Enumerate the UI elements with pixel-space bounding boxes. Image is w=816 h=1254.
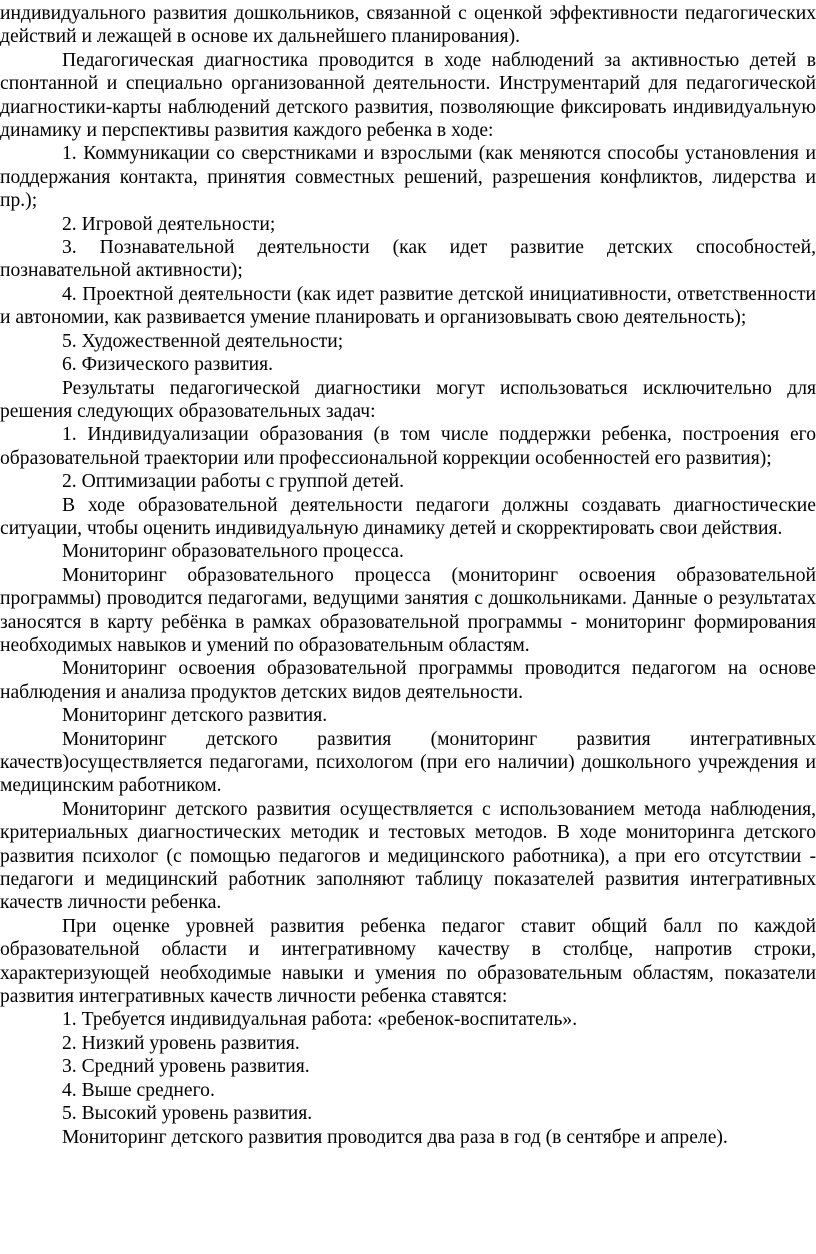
- paragraph-monitoring-schedule: Мониторинг детского развития проводится два раза в год (в сентябре и апреле).: [62, 1126, 728, 1148]
- list-item-level-3: 3. Средний уровень развития.: [62, 1056, 310, 1078]
- list-item-group-optimization: 2. Оптимизации работы с группой детей.: [62, 471, 405, 493]
- paragraph-program-monitoring: Мониторинг освоения образовательной программы проводится педагогом на основе наблюдения и анализа продуктов детских видов деятельности.: [0, 658, 816, 703]
- heading-educational-monitoring: Мониторинг образовательного процесса.: [62, 541, 404, 563]
- list-item-level-4: 4. Выше среднего.: [62, 1079, 215, 1101]
- paragraph-educational-monitoring: Мониторинг образовательного процесса (мониторинг освоения образовательной программы) проводится педагогами, ведущими занятия с дошкольниками. Данные о результатах заносятся в карту ребёнка в рамках образовательной программы - мониторинг формирования необходимых навыков и умений по образовательным областям.: [0, 564, 816, 656]
- list-item-cognitive: 3. Познавательной деятельности (как идет развитие детских способностей, познавательной активности);: [0, 237, 816, 282]
- paragraph-integrative-qualities: Мониторинг детского развития (мониторинг развития интегративных качеств)осуществляется педагогами, психологом (при его наличии) дошкольного учреждения и медицинским работником.: [0, 728, 816, 797]
- list-item-communication: 1. Коммуникации со сверстниками и взрослыми (как меняются способы установления и поддержания контакта, принятия совместных решений, разрешения конфликтов, лидерства и пр.);: [0, 143, 816, 212]
- heading-child-development-monitoring: Мониторинг детского развития.: [62, 705, 328, 727]
- paragraph-scoring: При оценке уровней развития ребенка педагог ставит общий балл по каждой образовательной области и интегративному качеству в столбце, напротив строки, характеризующей необходимые навыки и умения по образовательным областям, показатели развития интегративных качеств личности ребенка ставятся:: [0, 915, 816, 1008]
- paragraph-diagnostic-situations: В ходе образовательной деятельности педагоги должны создавать диагностические ситуации, чтобы оценить индивидуальную динамику детей и скорректировать свои действия.: [0, 494, 816, 539]
- paragraph-monitoring-methods: Мониторинг детского развития осуществляется с использованием метода наблюдения, критериальных диагностических методик и тестовых методов. В ходе мониторинга детского развития психолог (с помощью педагогов и медицинского работника), а при его отсутствии - педагоги и медицинский работник заполняют таблицу показателей развития интегративных качеств личности ребенка.: [0, 798, 816, 914]
- list-item-level-2: 2. Низкий уровень развития.: [62, 1032, 300, 1054]
- list-item-physical: 6. Физического развития.: [62, 354, 274, 376]
- list-item-individualization: 1. Индивидуализации образования (в том числе поддержки ребенка, построения его образовательной траектории или профессиональной коррекции особенностей его развития);: [0, 424, 816, 469]
- list-item-project: 4. Проектной деятельности (как идет развитие детской инициативности, ответственности и автономии, как развивается умение планировать и организовывать свою деятельность);: [0, 283, 816, 329]
- list-item-play: 2. Игровой деятельности;: [62, 213, 276, 235]
- paragraph-continuation: индивидуального развития дошкольников, связанной с оценкой эффективности педагогических действий и лежащей в основе их дальнейшего планирования).: [0, 3, 816, 48]
- paragraph-results-usage: Результаты педагогической диагностики могут использоваться исключительно для решения следующих образовательных задач:: [0, 377, 816, 422]
- list-item-level-5: 5. Высокий уровень развития.: [62, 1103, 313, 1125]
- list-item-art: 5. Художественной деятельности;: [62, 330, 344, 352]
- list-item-level-1: 1. Требуется индивидуальная работа: «ребенок-воспитатель».: [62, 1009, 578, 1031]
- paragraph-diagnostics-intro: Педагогическая диагностика проводится в ходе наблюдений за активностью детей в спонтанной и специально организованной деятельности. Инструментарий для педагогической диагностики-карты наблюдений детского развития, позволяющие фиксировать индивидуальную динамику и перспективы развития каждого ребенка в ходе:: [0, 49, 816, 142]
